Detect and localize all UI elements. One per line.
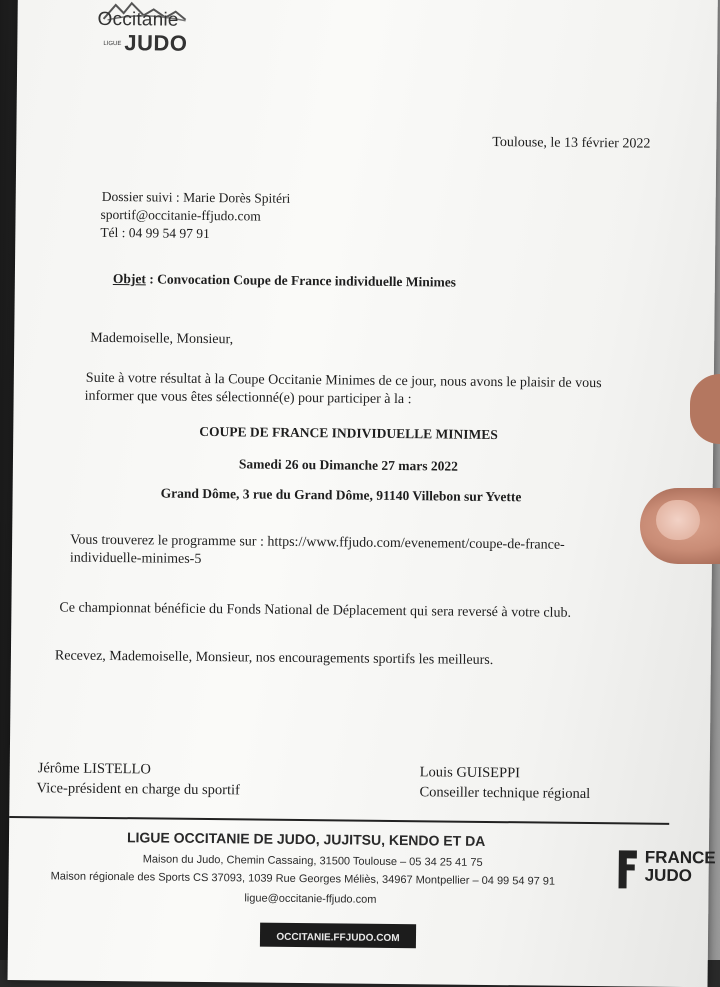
programme-line-2: individuelle-minimes-5 [69, 550, 202, 567]
programme-line-1: Vous trouverez le programme sur : https://www.ffjudo.com/evenement/coupe-de-france- [70, 532, 565, 553]
intro-line-1: Suite à votre résultat à la Coupe Occitanie Minimes de ce jour, nous avons le plaisir de vous [85, 370, 602, 392]
signatory-1-role: Vice-président en charge du sportif [36, 780, 241, 799]
salutation: Mademoiselle, Monsieur, [90, 330, 234, 348]
logo-ligue-text: LIGUE [103, 40, 122, 48]
signatory-2-role: Conseiller technique régional [419, 784, 591, 803]
fonds-paragraph: Ce championnat bénéficie du Fonds National de Déplacement qui sera reversé à votre club. [59, 600, 572, 621]
footer-address-montpellier: Maison régionale des Sports CS 37093, 1039 Rue Georges Méliès, 34967 Montpellier – 04 99 54 97 91 [50, 870, 556, 888]
letter-page [8, 0, 718, 987]
logo-occitanie-text: Occitanie [97, 8, 179, 31]
event-dates: Samedi 26 ou Dimanche 27 mars 2022 [238, 456, 459, 474]
france-judo-logo-icon [615, 848, 641, 890]
footer-title: LIGUE OCCITANIE DE JUDO, JUJITSU, KENDO ET DA [126, 829, 486, 849]
dossier-contact: Dossier suivi : Marie Dorès Spitéri [101, 188, 291, 206]
subject-text: : Convocation Coupe de France individuelle Minimes [145, 271, 457, 290]
dossier-email: sportif@occitanie-ffjudo.com [100, 206, 261, 224]
closing-paragraph: Recevez, Mademoiselle, Monsieur, nos encouragements sportifs les meilleurs. [54, 648, 494, 669]
france-judo-brand [645, 849, 716, 886]
logo-judo-text: JUDO [124, 30, 188, 56]
event-venue: Grand Dôme, 3 rue du Grand Dôme, 91140 Villebon sur Yvette [160, 485, 522, 505]
date-line: Toulouse, le 13 février 2022 [492, 134, 651, 152]
signatory-1-name: Jérôme LISTELLO [37, 760, 151, 778]
brand-france-text: FRANCE [644, 847, 716, 868]
footer-divider [9, 816, 669, 825]
dossier-phone: Tél : 04 99 54 97 91 [100, 224, 210, 242]
footer-email: ligue@occitanie-ffjudo.com [244, 892, 377, 906]
footer-address-toulouse: Maison du Judo, Chemin Cassaing, 31500 Toulouse – 05 34 25 41 75 [142, 853, 483, 869]
thumbnail-photo-element [656, 500, 700, 540]
footer-website: OCCITANIE.FFJUDO.COM [260, 923, 416, 949]
signatory-2-name: Louis GUISEPPI [419, 764, 521, 782]
intro-line-2: informer que vous êtes sélectionné(e) pour participer à la : [84, 388, 412, 408]
subject-line [113, 271, 456, 291]
event-name: COUPE DE FRANCE INDIVIDUELLE MINIMES [199, 423, 498, 443]
brand-judo-text: JUDO [644, 865, 692, 886]
subject-label: Objet [112, 271, 146, 287]
